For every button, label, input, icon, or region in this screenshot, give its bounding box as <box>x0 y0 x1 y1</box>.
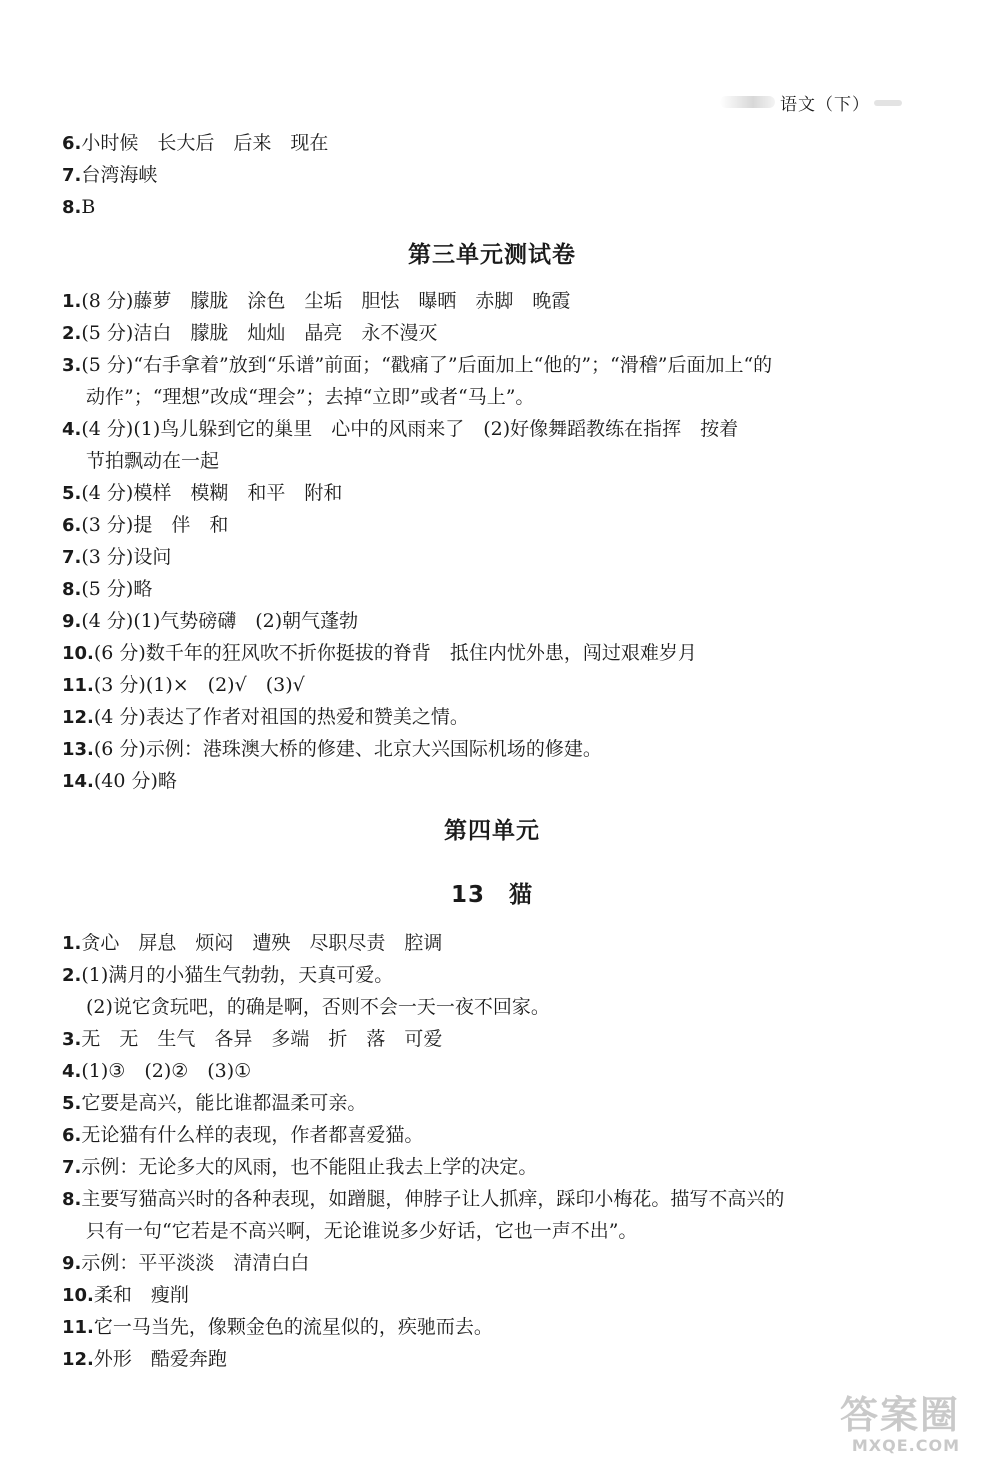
unit4-title: 第四单元 <box>444 818 540 844</box>
watermark-logo <box>800 1394 960 1464</box>
answer-number: 3. <box>62 355 82 376</box>
answer-number: 4. <box>62 419 82 440</box>
answer-text: 无论猫有什么样的表现，作者都喜爱猫。 <box>81 1124 424 1146</box>
answer-text: (5 分)略 <box>81 578 153 600</box>
answer-number: 6. <box>62 133 82 154</box>
answer-number: 1. <box>62 291 82 312</box>
answer-text: (4 分)模样 模糊 和平 附和 <box>81 482 343 504</box>
answer-line <box>62 1023 922 1055</box>
answer-content <box>62 127 922 1375</box>
answer-text: (6 分)示例：港珠澳大桥的修建、北京大兴国际机场的修建。 <box>93 738 602 760</box>
answer-number: 14. <box>62 771 94 792</box>
answer-line <box>62 285 922 317</box>
answer-line <box>62 991 922 1023</box>
answer-text: 台湾海峡 <box>81 164 158 186</box>
answer-number: 10. <box>62 1285 94 1306</box>
answer-line <box>62 1151 922 1183</box>
answer-line <box>62 413 922 445</box>
unit3-title: 第三单元测试卷 <box>408 242 576 268</box>
answer-number: 7. <box>62 1157 82 1178</box>
answer-text: 它一马当先，像颗金色的流星似的，疾驰而去。 <box>93 1316 493 1338</box>
answer-number: 8. <box>62 579 82 600</box>
answer-number: 4. <box>62 1061 82 1082</box>
answer-line <box>62 127 922 159</box>
answer-text: 小时候 长大后 后来 现在 <box>81 132 329 154</box>
unit4-answers <box>62 927 922 1375</box>
answer-text: (4 分)(1)气势磅礴 (2)朝气蓬勃 <box>81 610 359 632</box>
answer-text: (5 分)“右手拿着”放到“乐谱”前面；“戳痛了”后面加上“他的”；“滑稽”后面加上“的 <box>81 354 773 376</box>
header-decoration-right <box>874 100 902 106</box>
answer-line <box>62 541 922 573</box>
answer-line <box>62 701 922 733</box>
answer-number: 9. <box>62 611 82 632</box>
answer-number: 12. <box>62 1349 94 1370</box>
answer-number: 2. <box>62 965 82 986</box>
answer-line <box>62 573 922 605</box>
answer-line <box>62 1055 922 1087</box>
answer-number: 8. <box>62 1189 82 1210</box>
answer-text: B <box>81 196 96 218</box>
answer-text: (1)满月的小猫生气勃勃，天真可爱。 <box>81 964 394 986</box>
answer-number: 7. <box>62 165 82 186</box>
watermark-url: MXQE.COM <box>851 1436 960 1455</box>
answer-number: 2. <box>62 323 82 344</box>
answer-text: 贪心 屏息 烦闷 遭殃 尽职尽责 腔调 <box>81 932 443 954</box>
answer-line <box>62 1087 922 1119</box>
answer-number: 11. <box>62 675 94 696</box>
answer-text: 动作”；“理想”改成“理会”；去掉“立即”或者“马上”。 <box>86 386 535 408</box>
answer-text: 主要写猫高兴时的各种表现，如蹭腿，伸脖子让人抓痒，踩印小梅花。描写不高兴的 <box>81 1188 785 1210</box>
answer-number: 1. <box>62 933 82 954</box>
answer-line <box>62 1247 922 1279</box>
answer-line <box>62 1343 922 1375</box>
answer-text: (4 分)(1)鸟儿躲到它的巢里 心中的风雨来了 (2)好像舞蹈教练在指挥 按着 <box>81 418 739 440</box>
page-header <box>780 90 870 115</box>
answer-text: (40 分)略 <box>93 770 177 792</box>
answer-text: (6 分)数千年的狂风吹不折你挺拔的脊背 抵住内忧外患，闯过艰难岁月 <box>93 642 697 664</box>
answer-line <box>62 1183 922 1215</box>
answer-line <box>62 1119 922 1151</box>
subject-label: 语文（下） <box>780 95 870 115</box>
lesson-title: 13 猫 <box>450 882 533 908</box>
answer-number: 9. <box>62 1253 82 1274</box>
answer-line <box>62 733 922 765</box>
answer-line <box>62 477 922 509</box>
answer-number: 5. <box>62 483 82 504</box>
answer-text: 示例：无论多大的风雨，也不能阻止我去上学的决定。 <box>81 1156 538 1178</box>
answer-line <box>62 1279 922 1311</box>
answer-number: 10. <box>62 643 94 664</box>
answer-text: 它要是高兴，能比谁都温柔可亲。 <box>81 1092 367 1114</box>
answer-line <box>62 637 922 669</box>
answer-text: 示例：平平淡淡 清清白白 <box>81 1252 310 1274</box>
header-decoration <box>720 96 775 108</box>
answer-text: (3 分)设问 <box>81 546 172 568</box>
answer-line <box>62 317 922 349</box>
answer-text: 外形 酷爱奔跑 <box>93 1348 227 1370</box>
answer-line <box>62 927 922 959</box>
answer-text: (3 分)(1)× (2)√ (3)√ <box>93 674 305 696</box>
answer-number: 13. <box>62 739 94 760</box>
answer-number: 7. <box>62 547 82 568</box>
watermark-text: 答案圈 <box>839 1393 960 1437</box>
answer-line <box>62 605 922 637</box>
answer-text: 节拍飘动在一起 <box>86 450 220 472</box>
answer-number: 8. <box>62 197 82 218</box>
previous-section-answers <box>62 127 922 223</box>
answer-text: (4 分)表达了作者对祖国的热爱和赞美之情。 <box>93 706 469 728</box>
answer-line <box>62 1311 922 1343</box>
answer-line <box>62 191 922 223</box>
answer-text: 无 无 生气 各异 多端 折 落 可爱 <box>81 1028 443 1050</box>
answer-line <box>62 381 922 413</box>
answer-line <box>62 765 922 797</box>
answer-line <box>62 445 922 477</box>
answer-line <box>62 959 922 991</box>
answer-text: 柔和 瘦削 <box>93 1284 189 1306</box>
answer-text: (2)说它贪玩吧，的确是啊，否则不会一天一夜不回家。 <box>86 996 550 1018</box>
answer-number: 6. <box>62 515 82 536</box>
answer-line <box>62 349 922 381</box>
answer-text: (5 分)洁白 朦胧 灿灿 晶亮 永不漫灭 <box>81 322 438 344</box>
answer-line <box>62 669 922 701</box>
unit3-answers <box>62 285 922 797</box>
answer-number: 5. <box>62 1093 82 1114</box>
answer-number: 3. <box>62 1029 82 1050</box>
answer-line <box>62 509 922 541</box>
answer-text: (3 分)提 伴 和 <box>81 514 229 536</box>
answer-line <box>62 159 922 191</box>
answer-number: 12. <box>62 707 94 728</box>
answer-text: 只有一句“它若是不高兴啊，无论谁说多少好话，它也一声不出”。 <box>86 1220 638 1242</box>
answer-number: 6. <box>62 1125 82 1146</box>
answer-text: (1)③ (2)② (3)① <box>81 1060 252 1082</box>
answer-line <box>62 1215 922 1247</box>
answer-text: (8 分)藤萝 朦胧 涂色 尘垢 胆怯 曝晒 赤脚 晚霞 <box>81 290 571 312</box>
answer-number: 11. <box>62 1317 94 1338</box>
